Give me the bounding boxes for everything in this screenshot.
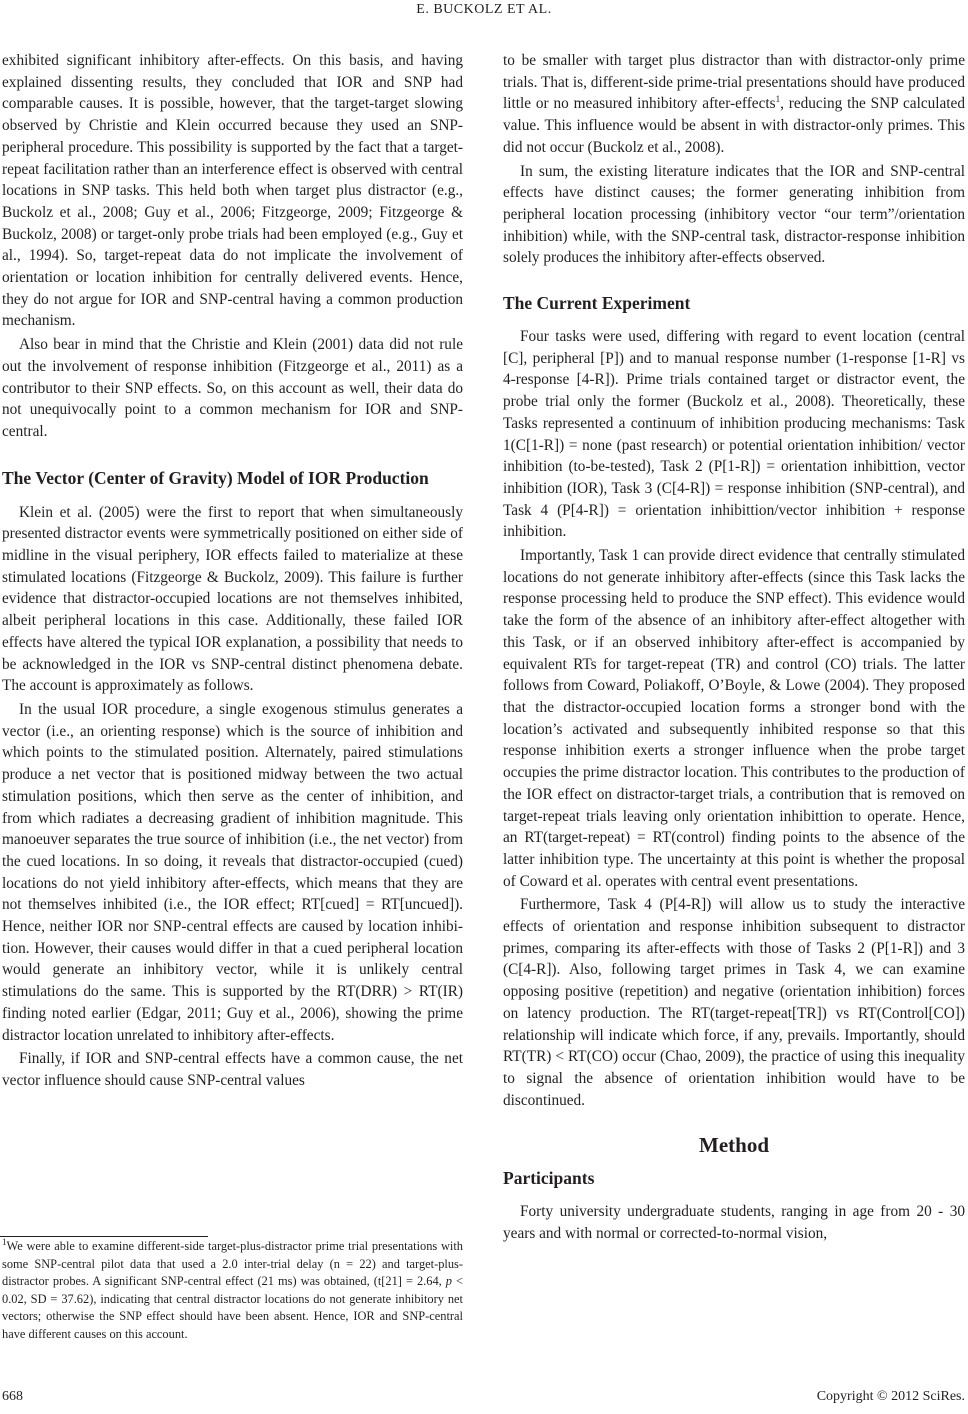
footnote — [2, 1238, 463, 1344]
paragraph: Finally, if IOR and SNP-central effects have a common cause, the net vector influence should cause SNP-central values — [2, 1050, 463, 1089]
paragraph: exhibited significant inhibitory after-effects. On this basis, and having explained dissenting results, they concluded that IOR and SNP had comparable causes. It is possible, however, that the target-target slowing observed by Christie and Klein occurred because they used an SNP-peripheral procedure. This possibility is supported by the fact that a target-repeat facilitation rather than an interference effect is observed with central locations in SNP tasks. This held both when target plus distractor (e.g., Buckolz et al., 2008; Guy et al., 2006; Fitzgeorge, 2009; Fitzgeorge & Buckolz, 2008) or target-only probe trials had been employed (e.g., Guy et al., 1994). So, target-repeat data do not implicate the involvement of orientation or location inhibition for centrally delivered events. Hence, they do not argue for IOR and SNP-central having a common production mechanism. — [2, 52, 463, 330]
footnote-italic-p: p — [445, 1274, 452, 1289]
paragraph-text: to be smaller with target plus distractor than with distractor-only prime trials. That is, different-side prime-trial presentations should have produced little or no measured inhibitory after-effects — [503, 52, 965, 113]
paragraph: In the usual IOR procedure, a single exogenous stimulus generates a vector (i.e., an orienting response) which is the source of inhibition and which points to the stimulated position. Alternately, paired stimulations produce a net vector that is positioned midway between the two actual stimulation positions, which then serve as the center of inhibition, and from which radiates a decreasing gradient of inhibition magnitude. This manoeuver separates the true source of inhibition (i.e., the net vector) from the cued locations. In so doing, it reveals that distractor-occupied (cued) locations do not yield inhibitory after-effects, which means that they are not themselves inhibited (i.e., the IOR effect; RT[cued] = RT[uncued]). Hence, neither IOR nor SNP-central effects are caused by location inhibition. However, their causes would differ in that a cued peripheral location would generate an inhibitory vector, while it is unlikely central stimulations do the same. This is supported by the RT(DRR) > RT(IR) finding noted earlier (Edgar, 2011; Guy et al., 2006), showing the prime distractor location unrelated to inhibitory after-effects. — [2, 700, 463, 1044]
paragraph: Klein et al. (2005) were the first to report that when simultaneously presented distractor events were symmetrically positioned on either side of midline in the visual periphery, IOR effects failed to materialize at these stimulated locations (Fitzgeorge & Buckolz, 2009). This failure is further evidence that distractor-occupied locations are not themselves inhibited, albeit peripheral locations in this case. Additionally, these failed IOR effects have altered the typical IOR explanation, a possibility that needs to be acknowledged in the IOR vs SNP-central distinct phenomena debate. The account is approximately as follows. — [2, 503, 463, 695]
subsection-heading: Participants — [503, 1168, 595, 1189]
footnote-reference: 1 — [775, 94, 781, 105]
footnote-marker: 1 — [2, 1236, 7, 1247]
right-column — [503, 50, 965, 1245]
footnote-text: < 0.02, SD = 37.62), indicating that central distractor locations do not generate inhibitory net vectors; otherwise the SNP effect should have been absent. Hence, IOR and SNP-central have different causes on this account. — [2, 1274, 463, 1341]
paragraph: Importantly, Task 1 can provide direct evidence that centrally stimulated locations do not generate inhibitory after-effects (since this Task lacks the response processing held to produce the SNP effect). This evidence would take the form of the absence of an inhibitory after-effect altogether with this Task, or if an observed inhibitory after-effect is accompanied by equivalent RTs for target-repeat (TR) and control (CO) trials. The latter follows from Coward, Poliakoff, O’Boyle, & Lowe (2004). They proposed that the distractor-occupied location forms a stronger bond with the location’s activated and subsequently inhibited response so that this response inhibition exerts a stronger influence when the probe target occupies the prime distractor location. This contributes to the production of the IOR effect on distractor-target trials, a contribution that is removed on target-repeat trials leaving only orientation inhibittion to operate. Hence, an RT(target-repeat) = RT(control) finding points to the absence of the latter inhibition type. The uncertainty at this point is whether the proposal of Coward et al. operates with central event presentations. — [503, 547, 965, 890]
paragraph: In sum, the existing literature indicates that the IOR and SNP-central effects have distinct causes; the former generating inhibition from peripheral location processing (inhibitory vector “our term”/orientation inhibition) while, with the SNP-central task, distractor-response inhibition solely produces the inhibitory after-effects observed. — [503, 162, 965, 267]
paragraph: Also bear in mind that the Christie and Klein (2001) data did not rule out the involvement of response inhibition (Fitzgeorge et al., 2011) as a contributor to their SNP effects. So, on this account as well, their data do not unequivocally point to a common mechanism for IOR and SNP-central. — [2, 336, 463, 440]
paragraph: Furthermore, Task 4 (P[4-R]) will allow us to study the interactive effects of orientation and response inhibition subsequent to distractor primes, comparing its after-effects with those of Tasks 2 (P[1-R]) and 3 (C[4-R]). Also, following target primes in Task 4, we can examine opposing positive (repetition) and negative (orientation inhibition) forces on latency production. The RT(target-repeat[TR]) vs RT(Control[CO]) relationship will indicate which force, if any, prevails. Importantly, should RT(TR) < RT(CO) occur (Chao, 2009), the practice of using this inequality to signal the absence of orientation inhibition would have to be discontinued. — [503, 896, 965, 1109]
paragraph: Forty university undergraduate students, ranging in age from 20 - 30 years and with normal or corrected-to-normal vision, — [503, 1203, 965, 1243]
running-head: E. BUCKOLZ ET AL. — [416, 2, 552, 17]
section-heading: The Current Experiment — [503, 293, 691, 314]
paragraph: Four tasks were used, differing with regard to event location (central [C], peripheral [P]) and to manual response number (1-response [1-R] vs 4-response [4-R]). Prime trials contained target or distractor event, the probe trial only the former (Buckolz et al., 2008). Theoretically, these Tasks represented a continuum of inhibition producing mechanisms: Task 1(C[1-R]) = none (past research) or potential orientation inhibition/ vector inhibition (to-be-tested), Task 2 (P[1-R]) = orientation inhibittion, vector inhibition (IOR), Task 3 (C[4-R]) = response inhibition (SNP-central), and Task 4 (P[4-R]) = orientation inhibittion/vector inhibition + response inhibition. — [503, 328, 965, 541]
copyright-notice: Copyright © 2012 SciRes. — [816, 1389, 965, 1404]
page-number: 668 — [2, 1389, 23, 1404]
method-heading: Method — [699, 1133, 769, 1158]
paragraph — [503, 50, 965, 159]
footnote-divider — [0, 1236, 208, 1237]
paragraph-text: , reducing the SNP calculated value. This influence would be absent in with distractor-only primes. This did not occur (Buckolz et al., 2008). — [503, 95, 965, 156]
left-column — [2, 50, 463, 1092]
footnote-text: We were able to examine different-side target-plus-distractor prime trial presentations with some SNP-central pilot data that used a 2.0 inter-trial delay (n = 22) and target-plus-distractor probes. A significant SNP-central effect (21 ms) was obtained, (t[21] = 2.64, — [2, 1239, 463, 1289]
section-heading: The Vector (Center of Gravity) Model of IOR Production — [2, 467, 429, 488]
